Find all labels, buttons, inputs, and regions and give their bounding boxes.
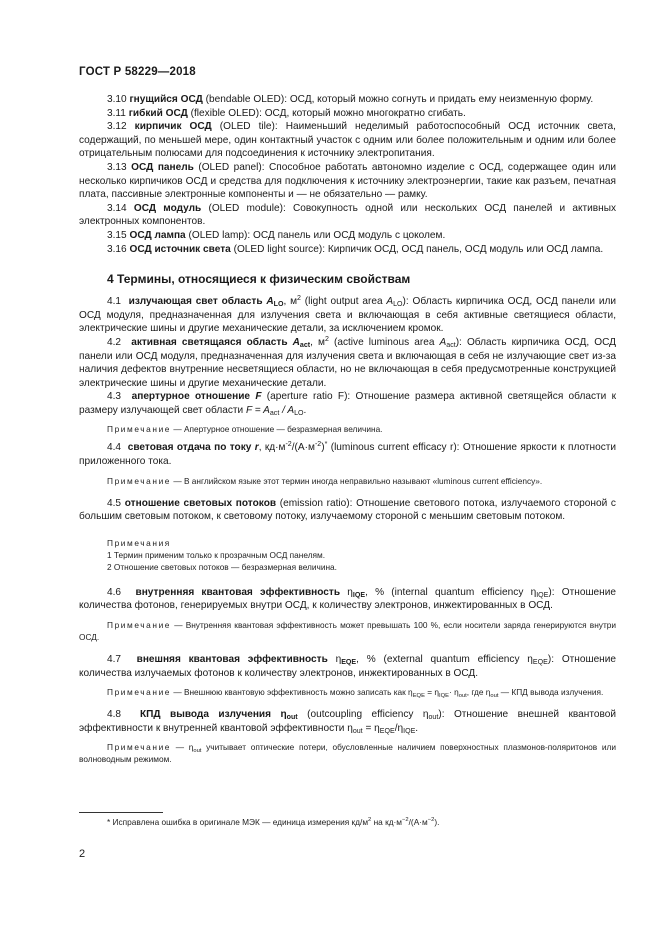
term-3-15: 3.15 ОСД лампа (OLED lamp): ОСД панель или ОСД модуль с цоколем. [107, 229, 446, 241]
footnote-divider [79, 812, 163, 813]
term-3-13: 3.13 ОСД панель (OLED panel): Способное работать автономно изделие с ОСД, содержащее один или несколько кирпичиков ОСД и средства для подключения к источнику электроэнергии, такие как разъем, печатная плата, пассивные электронные компоненты и — не обязательно — рамку. [79, 161, 616, 201]
term-4-2: 4.2 активная светящаяся область $A_{act}$, $м^2$ (active luminous area $A_{act}$): Область кирпичика ОСД, ОСД панели или ОСД модуля, предназначенная для излучения света и включающая в себя не излучающие свет из-за наличия дефектов внутренние несветящиеся области, но не включающая в себя предусмотренные конструкцией электрические шины и другие механические детали. [79, 335, 616, 389]
term-4-1: 4.1 излучающая свет область $A_{LO}$, $м^2$ (light output area $A_{LO}$): Область кирпичика ОСД, ОСД панели или ОСД модуля, предназначенная для излучения света и включающая в себя активные светящиеся области, электрические шины и другие механические детали, за исключением кромок. [79, 295, 617, 335]
footnote: * Исправлена ошибка в оригинале МЭК — единица измерения $кд/м^2$ на $кд\cdot м^{-2}/(А\cdot м^{-2})$. [107, 817, 440, 827]
page-content [79, 93, 616, 765]
note-4-3: Примечание — Апертурное отношение — безразмерная величина. [107, 424, 383, 435]
notes-item: 2 Отношение световых потоков — безразмерная величина. [107, 561, 337, 572]
notes-item: 1 Термин применим только к прозрачным ОСД панелям. [107, 549, 326, 560]
notes-4-5 [79, 537, 616, 573]
note-4-4: Примечание — В английском языке этот термин иногда неправильно называют «luminous current efficiency». [107, 475, 543, 486]
term-4-4: 4.4 световая отдача по току r, $кд\cdot м^{-2}/(А\cdot м^{-2})^*$ (luminous current efficacy r): Отношение яркости к плотности приложенного тока. [79, 441, 617, 468]
term-4-5: 4.5 отношение световых потоков (emission ratio): Отношение светового потока, излучаемого стороной с большим световым потоком, к световому потоку, излучаемому стороной с меньшим световым потоком. [79, 497, 616, 523]
term-4-3: 4.3 апертурное отношение F (aperture ratio F): Отношение размера активной светящейся области к размеру излучающей свет области $F = A_{act} / A_{LO}$. [79, 391, 617, 417]
term-4-8: 4.8 КПД вывода излучения $\eta_{out}$ (outcoupling efficiency $\eta_{out}$): Отношение внешней квантовой эффективности к внутренней квантовой эффективности $\eta_{out} = \eta_{EQE}/\eta_{IQE}$. [79, 709, 616, 735]
term-3-16: 3.16 ОСД источник света (OLED light source): Кирпичик ОСД, ОСД панель, ОСД модуль или ОСД лампа. [107, 243, 604, 255]
section-4-title: 4 Термины, относящиеся к физическим свойствам [107, 272, 411, 287]
note-4-7: Примечание — Внешнюю квантовую эффективность можно записать как $\eta_{EQE} = \eta_{IQE}\cdot \eta_{out}$, где $\eta_{out}$ — КПД вывода излучения. [107, 687, 604, 700]
page-number: 2 [79, 848, 86, 860]
term-4-7: 4.7 внешняя квантовая эффективность $\eta_{EQE}$, % (external quantum efficiency $\eta_{EQE}$): Отношение количества излучаемых фотонов к количеству электронов, инжектированных в ОСД. [79, 654, 617, 679]
note-4-6: Примечание — Внутренняя квантовая эффективность может превышать 100 %, если носители заряда генерируются внутри ОСД. [79, 620, 616, 643]
term-3-11: 3.11 гибкий ОСД (flexible OLED): ОСД, который можно многократно сгибать. [107, 107, 466, 119]
term-3-10: 3.10 гнущийся ОСД (bendable OLED): ОСД, который можно согнуть и придать ему неизменную форму. [107, 94, 594, 105]
term-3-14: 3.14 ОСД модуль (OLED module): Совокупность одной или нескольких ОСД панелей и активных электронных компонентов. [79, 202, 617, 228]
note-4-8: Примечание — $\eta_{out}$ учитывает оптические потери, обусловленные наличием поверхностных плазмонов-поляритонов или волноводным режимом. [79, 742, 616, 765]
term-3-12: 3.12 кирпичик ОСД (OLED tile): Наименьший неделимый работоспособный ОСД источник света, содержащий, по меньшей мере, один контактный участок с одним или более положительным и одним или более отрицательным полюсами для подсоединения к источнику электропитания. [79, 121, 616, 160]
terms-section-3 [79, 93, 616, 256]
standard-header: ГОСТ Р 58229—2018 [79, 66, 196, 78]
notes-title: Примечания [107, 537, 171, 548]
term-4-6: 4.6 внутренняя квантовая эффективность $\eta_{IQE}$, % (internal quantum efficiency $\eta_{IQE}$): Отношение количества фотонов, генерируемых внутри ОСД, к количеству электронов, инжектированных в ОСД. [79, 586, 616, 612]
